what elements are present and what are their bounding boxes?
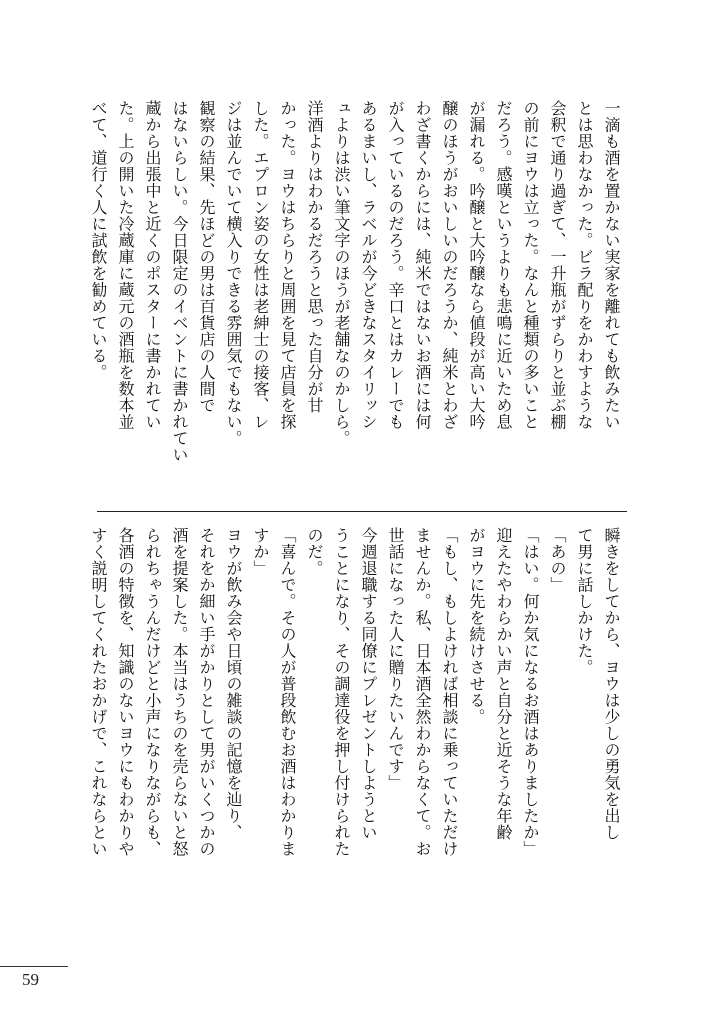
text-line: かった。ヨウはちらりと周囲を見て店員を探 bbox=[278, 100, 297, 430]
text-line: の前にヨウは立った。なんと種類の多いこと bbox=[521, 100, 540, 430]
text-line: のだ。 bbox=[305, 527, 324, 577]
text-line: がヨウに先を続けさせる。 bbox=[467, 527, 486, 725]
text-line: て男に話しかけた。 bbox=[575, 527, 594, 676]
text-line: わざ書くからには、純米ではないお酒には何 bbox=[413, 100, 432, 430]
text-line: 「もし、もしよければ相談に乗っていただけ bbox=[440, 527, 459, 857]
text-line: 「喜んで。その人が普段飲むお酒はわかりま bbox=[278, 527, 297, 857]
text-line: 蔵から出張中と近くのポスターに書かれてい bbox=[143, 100, 162, 430]
text-line: あるまいし、ラベルが今どきなスタイリッシ bbox=[359, 100, 378, 430]
text-line: すく説明してくれたおかげで、これならとい bbox=[89, 527, 108, 857]
bottom-text-block bbox=[89, 527, 625, 939]
page-number-rule bbox=[0, 966, 68, 967]
text-line: 世話になった人に贈りたいんです」 bbox=[386, 527, 405, 791]
text-line: た。上の開いた冷蔵庫に蔵元の酒瓶を数本並 bbox=[116, 100, 135, 430]
page-number: 59 bbox=[22, 970, 39, 989]
text-line: とは思わなかった。ビラ配りをかわすような bbox=[575, 100, 594, 430]
text-line: した。エプロン姿の女性は老紳士の接客、レ bbox=[251, 100, 270, 430]
text-line: 酒を提案した。本当はうちのを売らないと怒 bbox=[170, 527, 189, 857]
text-line: 醸のほうがおいしいのだろうか、純米とわざ bbox=[440, 100, 459, 430]
text-line: られちゃうんだけどと小声になりながらも、 bbox=[143, 527, 162, 857]
text-line: ませんか。私、日本酒全然わからなくて。お bbox=[413, 527, 432, 857]
text-line: 洋酒よりはわかるだろうと思った自分が甘 bbox=[305, 100, 324, 414]
text-line: すか」 bbox=[251, 527, 270, 577]
text-line: べて、道行く人に試飲を勧めている。 bbox=[89, 100, 108, 381]
text-line: 瞬きをしてから、ヨウは少しの勇気を出し bbox=[602, 527, 621, 841]
text-line: それをか細い手がかりとして男がいくつかの bbox=[197, 527, 216, 857]
text-line: 会釈で通り過ぎて、一升瓶がずらりと並ぶ棚 bbox=[548, 100, 567, 430]
text-line: が入っているのだろう。辛口とはカレーでも bbox=[386, 100, 405, 430]
text-line: 一滴も酒を置かない実家を離れても飲みたい bbox=[602, 100, 621, 430]
text-line: はないらしい。今日限定のイベントに書かれてい bbox=[170, 100, 189, 463]
text-line: 迎えたやわらかい声と自分と近そうな年齢 bbox=[494, 527, 513, 841]
text-line: ヨウが飲み会や日頃の雑談の記憶を辿り、 bbox=[224, 527, 243, 841]
text-line: ジは並んでいて横入りできる雰囲気でもない。 bbox=[224, 100, 243, 447]
text-line: 各酒の特徴を、知識のないヨウにもわかりや bbox=[116, 527, 135, 857]
text-line: うことになり、その調達役を押し付けられた bbox=[332, 527, 351, 857]
section-divider bbox=[97, 511, 627, 512]
text-line: が漏れる。吟醸と大吟醸なら値段が高い大吟 bbox=[467, 100, 486, 430]
text-line: 今週退職する同僚にプレゼントしようとい bbox=[359, 527, 378, 841]
text-line: 観察の結果、先ほどの男は百貨店の人間で bbox=[197, 100, 216, 414]
text-line: 「あの」 bbox=[548, 527, 567, 593]
text-line: だろう。感嘆というよりも悲鳴に近いため息 bbox=[494, 100, 513, 430]
text-line: 「はい。何か気になるお酒はありましたか」 bbox=[521, 527, 540, 857]
top-text-block bbox=[89, 100, 625, 500]
text-line: ュよりは渋い筆文字のほうが老舗なのかしら。 bbox=[332, 100, 351, 447]
